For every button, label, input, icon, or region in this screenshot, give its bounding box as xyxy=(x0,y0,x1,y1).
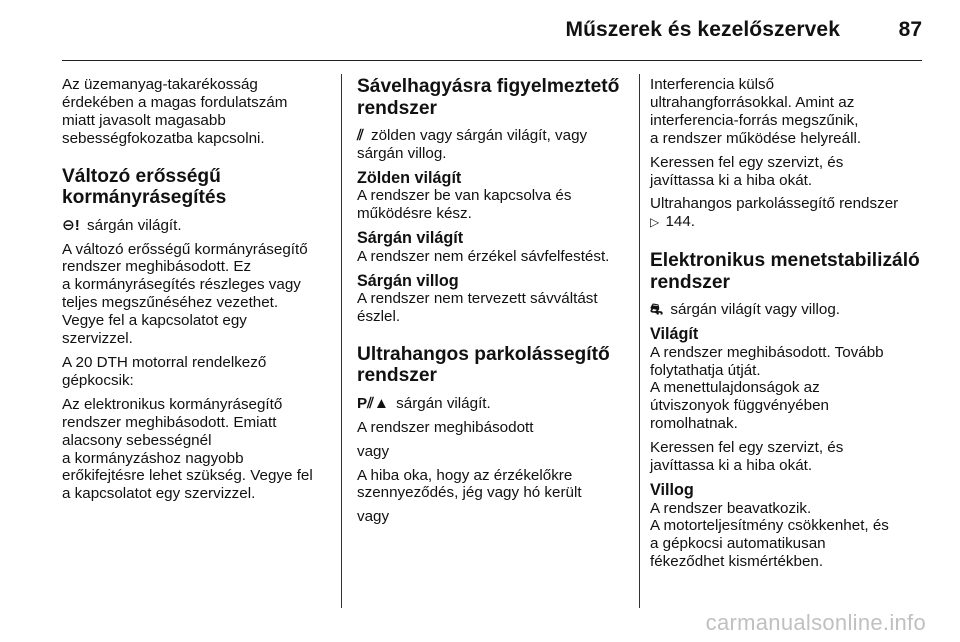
sub-heading: Villog xyxy=(650,481,694,499)
page-number: 87 xyxy=(898,18,922,41)
sub-heading: Világít xyxy=(650,325,699,344)
column-3 xyxy=(650,76,928,577)
parking-assist-icon: P⫽▲ xyxy=(357,394,389,412)
power-steering-warning-icon: ⊖! xyxy=(62,216,80,234)
column-divider-2 xyxy=(639,74,640,608)
indicator-line: ⊖! sárgán világít. xyxy=(62,216,182,234)
column-divider-1 xyxy=(341,74,342,608)
indicator-line: ⛐ sárgán világít vagy villog. xyxy=(650,301,841,319)
stability-control-icon: ⛐ xyxy=(650,301,664,319)
page-reference-link[interactable]: 144. xyxy=(665,213,696,231)
paragraph: vagy xyxy=(357,508,390,526)
column-2 xyxy=(357,76,629,532)
paragraph: A rendszer meghibásodott xyxy=(357,418,534,436)
paragraph: A rendszer be van kapcsolva és működésre kész. xyxy=(357,187,572,223)
paragraph: Ultrahangos parkolássegítő rendszer ▷ 144. xyxy=(650,195,899,231)
page-header xyxy=(0,0,960,62)
column-1 xyxy=(62,76,330,509)
intro-paragraph: Az üzemanyag-takarékosság érdekében a magas fordulatszám miatt javasolt magasabb sebességfokozatba kapcsolni. xyxy=(62,76,288,147)
paragraph: A 20 DTH motorral rendelkező gépkocsik: xyxy=(62,353,267,389)
section-heading-power-steering: Változó erősségű kormányrásegítés xyxy=(62,165,227,209)
paragraph: A rendszer nem érzékel sávfelfestést. xyxy=(357,247,610,265)
sub-heading: Zölden világít xyxy=(357,168,462,187)
paragraph: A rendszer meghibásodott. Tovább folytathatja útját. A menettulajdonságok az útviszonyok függvényében romolhatnak. xyxy=(650,343,884,433)
paragraph: vagy xyxy=(357,442,390,460)
page-reference-arrow-icon: ▷ xyxy=(650,215,660,230)
paragraph: Interferencia külső ultrahangforrásokkal. Amint az interferencia-forrás megszűnik, a rendszer működése helyreáll. xyxy=(650,76,862,147)
paragraph: A változó erősségű kormányrásegítő rendszer meghibásodott. Ez a kormányrásegítés részleges vagy teljes megszűnéséhez vezethet. Vegye fel a kapcsolatot egy szervizzel. xyxy=(62,240,308,348)
paragraph: A hiba oka, hogy az érzékelőkre szennyeződés, jég vagy hó került xyxy=(357,466,582,502)
sub-heading: Sárgán világít xyxy=(357,229,464,248)
watermark: carmanualsonline.info xyxy=(705,610,926,635)
paragraph: Keressen fel egy szervizt, és javíttassa ki a hiba okát. xyxy=(650,439,844,475)
section-heading-lane-departure: Sávelhagyásra figyelmeztető rendszer xyxy=(357,76,620,119)
paragraph: Keressen fel egy szervizt, és javíttassa ki a hiba okát. xyxy=(650,153,844,189)
indicator-line: P⫽▲ sárgán világít. xyxy=(357,394,491,412)
section-heading-parking-assist: Ultrahangos parkolássegítő rendszer xyxy=(357,343,610,387)
paragraph: A rendszer nem tervezett sávváltást észlel. xyxy=(357,290,598,325)
header-rule xyxy=(62,60,922,61)
paragraph: A rendszer beavatkozik. A motorteljesítmény csökkenhet, és a gépkocsi automatikusan fékeződhet kismértékben. xyxy=(650,499,889,571)
sub-heading: Sárgán villog xyxy=(357,271,459,290)
chapter-title: Műszerek és kezelőszervek xyxy=(565,18,840,41)
section-heading-esc: Elektronikus menetstabilizáló rendszer xyxy=(650,250,920,293)
lane-departure-icon: ⫽ xyxy=(357,127,364,144)
paragraph: Az elektronikus kormányrásegítő rendszer meghibásodott. Emiatt alacsony sebességnél a kormányzáshoz nagyobb erőkifejtésre lehet szükség. Vegye fel a kapcsolatot egy szervizzel. xyxy=(62,395,313,503)
indicator-line: ⫽ zölden vagy sárgán világít, vagy sárgán villog. xyxy=(357,127,588,162)
